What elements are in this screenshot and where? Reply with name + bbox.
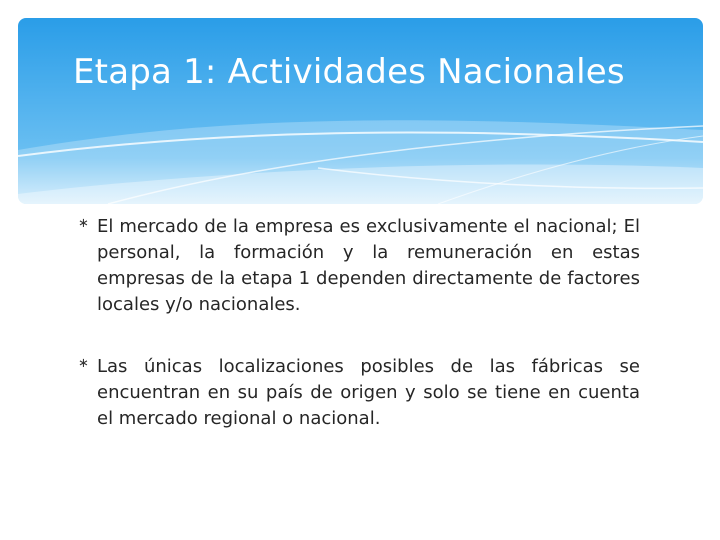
banner-background (18, 18, 703, 204)
bullet-text: Las únicas localizaciones posibles de las fábricas se encuentran en su país de origen y solo se tiene en cuenta el mercado regional o nacional. (97, 356, 640, 429)
bullet-list (78, 214, 640, 468)
slide-title: Etapa 1: Actividades Nacionales (73, 52, 625, 92)
asterisk-bullet-icon: ∗ (78, 216, 89, 231)
bullet-item (78, 354, 640, 432)
title-banner (18, 18, 703, 204)
bullet-item (78, 214, 640, 318)
bullet-text: El mercado de la empresa es exclusivamente el nacional; El personal, la formación y la remuneración en estas empresas de la etapa 1 dependen directamente de factores locales y/o nacionales. (97, 216, 640, 315)
asterisk-bullet-icon: ∗ (78, 356, 89, 371)
